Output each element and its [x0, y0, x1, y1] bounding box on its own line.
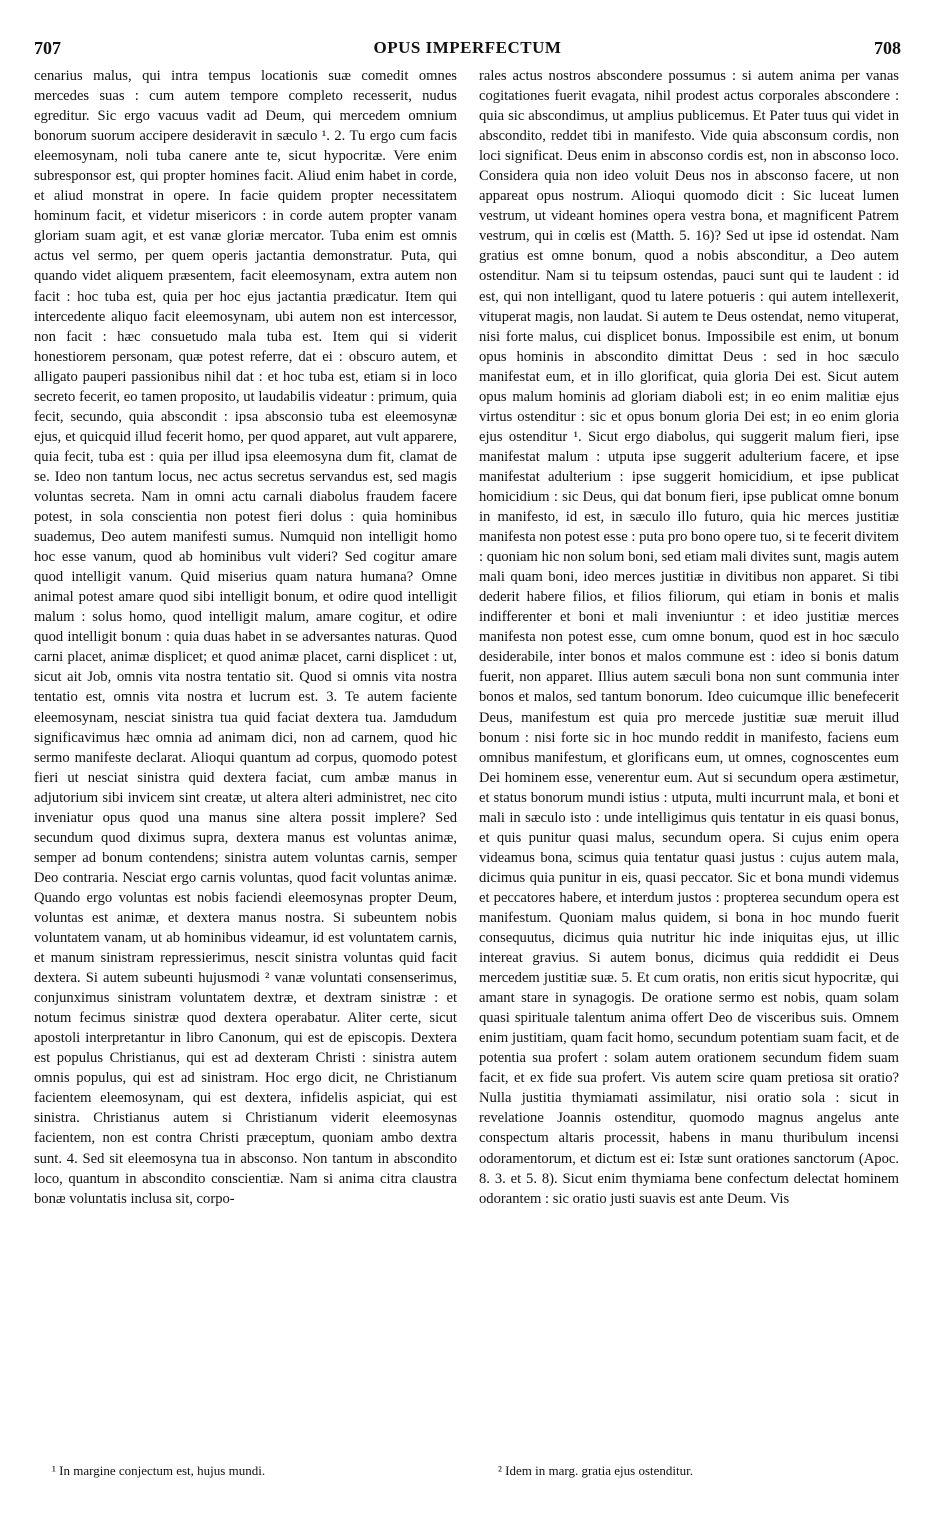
right-page-number: 708 [874, 38, 901, 58]
running-title: OPUS IMPERFECTUM [373, 38, 562, 57]
left-column-text: cenarius malus, qui intra tempus locationis suæ comedit omnes mercedes suas : cum autem tempore completo recesserit, nudus egreditur. Sic ergo vacuus vadit ad Deum, qui mercedem omnium bonorum suorum accipere desideravit in sæculo ¹. 2. Tu ergo cum facis eleemosynam, noli tuba canere ante te, sicut hypocritæ. Vere enim subresponsor est, qui propter homines facit. Aliud enim habet in corde, et aliud monstrat in opere. In facie quidem propter necessitatem hominum facit, et videtur misericors : in corde autem propter vanam gloriam suam agit, et est vanæ gloriæ mercator. Tuba enim est omnis actus vel sermo, per quem operis jactantia demonstratur. Puta, qui quando videt aliquem præsentem, facit eleemosynam, extra autem non facit : hoc tuba est, quia per hoc ejus jactantia prædicatur. Item qui intercedente aliquo facit eleemosynam, ubi autem non est intercessor, non facit : hæc consuetudo mala tuba est. Item qui si viderit honestiorem personam, quæ potest referre, dat ei : obscuro autem, et alligato pauperi passionibus nihil dat : et hoc tuba est, etiam si in loco secreto fecerit, eo tamen proposito, ut laudabilis videatur : primum, quia fecit, secundo, quia abscondit : ipsa absconsio tuba est eleemosynæ ejus, et quicquid illud fecerit homo, per quod apparet, aut vult apparere, quia fecit, tuba est : quia per illud ipsa eleemosyna dum fit, clamat de se. Ideo non tantum locus, nec actus secretus servandus est, sed magis voluntas secreta. Nam in omni actu carnali diabolus fraudem facere potest, in sola conscientia non potest fieri dolus : quia hominibus suademus, Deo autem manifesti sumus. Numquid non intelligit homo hoc esse vanum, quod ab hominibus vult videri? Sed cogitur amare quod intelligit vanum. Quid miserius quam natura humana? Omne animal potest amare quod sibi intelligit bonum, et odire quod intelligit malum : solus homo, quod intelligit malum, amare cogitur, et odire quod intelligit bonum : quia duas habet in se adversantes naturas. Quod carni placet, animæ displicet; et quod animæ placet, carni displicet : ut, sicut ait Job, omnis vita nostra tentatio sit. Quod si omnis vita nostra tentatio est, omnis vita nostra et lucrum est. 3. Te autem faciente eleemosynam, nesciat sinistra tua quid faciat dextera tua. Jamdudum significavimus hæc omnia ad animam dici, non ad carnem, quod hic sermo manifeste declarat. Alioqui quantum ad corpus, quomodo potest fieri ut nesciat sinistra quid dextera faciat, cum ambæ manus in adjutorium sibi invicem sint creatæ, ut altera alteri administret, nec cito inveniatur opus quod una manus sine altera possit implere? Sed secundum quod diximus supra, dextera manus est voluntas animæ, semper ad bonum contendens; sinistra autem voluntas carnis, semper Deo contraria. Nesciat ergo carnis voluntas, quod facit voluntas animæ. Quando ergo voluntas est nobis faciendi eleemosynas propter Deum, voluntas est animæ, et dextera manus nostra. Si subeuntem nobis voluntatem vanam, ut ab hominibus videamur, id est voluntatem carnis, et manum sinistram repressierimus, nescit sinistra voluntas quid facit dextera. Si autem subeunti hujusmodi ² vanæ voluntati consenserimus, conjunximus sinistram voluntatem dextræ, et dextram sinistræ : et notum fecimus sinistræ quod dextera operabatur. Aliter certe, sicut apostoli interpretantur in libro Canonum, qui est de episcopis. Dextera est populus Christianus, qui est ad dexteram Christi : sinistra autem omnis populus, qui est ad sinistram. Hoc ergo dicit, ne Christianum facientem eleemosynam, qui est dextera, infidelis aspiciat, qui est sinistra. Christianus autem si Christianum viderit eleemosynas facientem, non est contra Christi præceptum, quoniam ambo dextra sunt. 4. Sed sit eleemosyna tua in absconso. Non tantum in abscondito loco, quantum in abscondito conscientiæ. Nam si anima citra claustra bonæ voluntatis inclusa sit, corpo- [34, 68, 457, 1207]
left-text-column [34, 66, 457, 1209]
right-text-column [479, 66, 899, 1209]
left-footnote: ¹ In margine conjectum est, hujus mundi. [52, 1463, 266, 1478]
right-column-text: rales actus nostros abscondere possumus : si autem anima per vanas cogitationes fuerit evagata, nihil prodest actus corporales abscondere : quia sic abscondimus, ut amplius publicemus. Et Pater tuus qui videt in abscondito, reddet tibi in manifesto. Vide quia absconsum cordis, non loci significat. Deus enim in absconso cordis est, non in absconso loco. Considera quia non ideo voluit Deus nos in absconso facere, ut non appareat opus nostrum. Alioqui quomodo dicit : Sic luceat lumen vestrum, ut videant homines opera vestra bona, et magnificent Patrem vestrum, qui in cœlis est (Matth. 5. 16)? Sed ut ipse id ostendat. Nam gratius est omne bonum, quod a nobis absconditur, a Deo autem ostenditur. Nam si tu teipsum ostendas, pauci sunt qui te laudent : id est, qui non intelligant, quod tu latere potueris : qui autem intellexerit, vituperat magis, non laudat. Si autem te Deus ostendat, nemo vituperat, nisi forte malus, cui displicet bonus. Impossibile est enim, ut bonum opus hominis in abscondito dimittat Deus : sed in hoc sæculo manifestat eum, et in illo glorificat, quia gloria Dei est. Sicut autem opus malum hominis ad gloriam diaboli est; in eo enim malitiæ ejus virtus ostenditur : sic et opus bonum gloria Dei est; in eo enim gloria ejus ostenditur ¹. Sicut ergo diabolus, qui suggerit malum fieri, ipse manifestat malum : utputa ipse suggerit adulterium facere, et ipse manifestat adulterium : ipse suggerit homicidium, et ipse publicat homicidium : sic Deus, qui dat bonum fieri, ipse publicat omne bonum in manifesto, id est, in sæculo illo futuro, quia hic merces justitiæ manifesta non potest esse : puta pro bono opere tuo, si te fecerit divitem : quoniam hic non solum boni, sed etiam mali divites sunt, magis autem mali quam boni, ideo merces justitiæ in divitibus non apparet. Si tibi dederit habere filios, et filios filiorum, qui etiam in bonis et malis indifferenter et boni et mali inveniuntur : et ideo justitiæ merces manifesta non potest esse, cum omne bonum, quod est in hoc sæculo desiderabile, inter bonos et malos commune est : ideo si bonis datum fuerit, non apparet. Illius autem sæculi bona non sunt communia inter bonos et malos, sed tantum bonorum. Ideo cuicumque illic benefecerit Deus, manifestum est quia pro mercede justitiæ suæ meruit illud bonum : nisi forte sic in hoc mundo reddit in manifesto, faciens eum omnibus manifestum, et glorificans eum, ut omnes, cognoscentes eum Dei hominem esse, venerentur eum. Aut si secundum opera æstimetur, et status bonorum mundi istius : utputa, multi incurrunt mala, et boni et mali in sæculo isto : unde intelligimus quis tentatur in eis quasi bonus, et quis punitur quasi malus, secundum opera. Si cujus enim opera videamus bona, scimus quia tentatur quasi justus : cujus autem mala, dicimus quia punitur in eis, quasi peccator. Sic et bona mundi videmus et peccatores habere, et interdum justos : propterea secundum opera est manifestum. Quoniam malus quidem, si bona in hoc mundo fuerit consequutus, dicimus quia nutritur hic inde iniquitas ejus, ut illic intereat gravius. Si autem bonus, dicimus quia reddidit ei Deus mercedem justitiæ suæ. 5. Et cum oratis, non eritis sicut hypocritæ, qui amant stare in synagogis. De oratione sermo est nobis, quam solam quasi spirituale talentum anima offert Deo de visceribus suis. Omnem enim justitiam, quam facit homo, secundum potentiam suam facit, et de potentia sua profert : solam autem orationem secundum fidem suam facit, et ex fide sua profert. Vis autem scire quam pretiosa sit oratio? Nulla justitia thymiamati assimilatur, nisi oratio sola : sicut in revelatione Joannis ostenditur, quomodo magnus angelus ante conspectum altaris processit, habens in manu thuribulum incensi odoramentorum, et dictum est ei: Istæ sunt orationes sanctorum (Apoc. 8. 3. et 5. 8). Sicut enim thymiama bene confectum delectat hominem odorantem : sic oratio justi suavis est ante Deum. Vis [479, 68, 899, 1207]
right-footnote: ² Idem in marg. gratia ejus ostenditur. [498, 1463, 694, 1478]
left-page-number: 707 [34, 38, 61, 58]
page-header [34, 38, 901, 62]
